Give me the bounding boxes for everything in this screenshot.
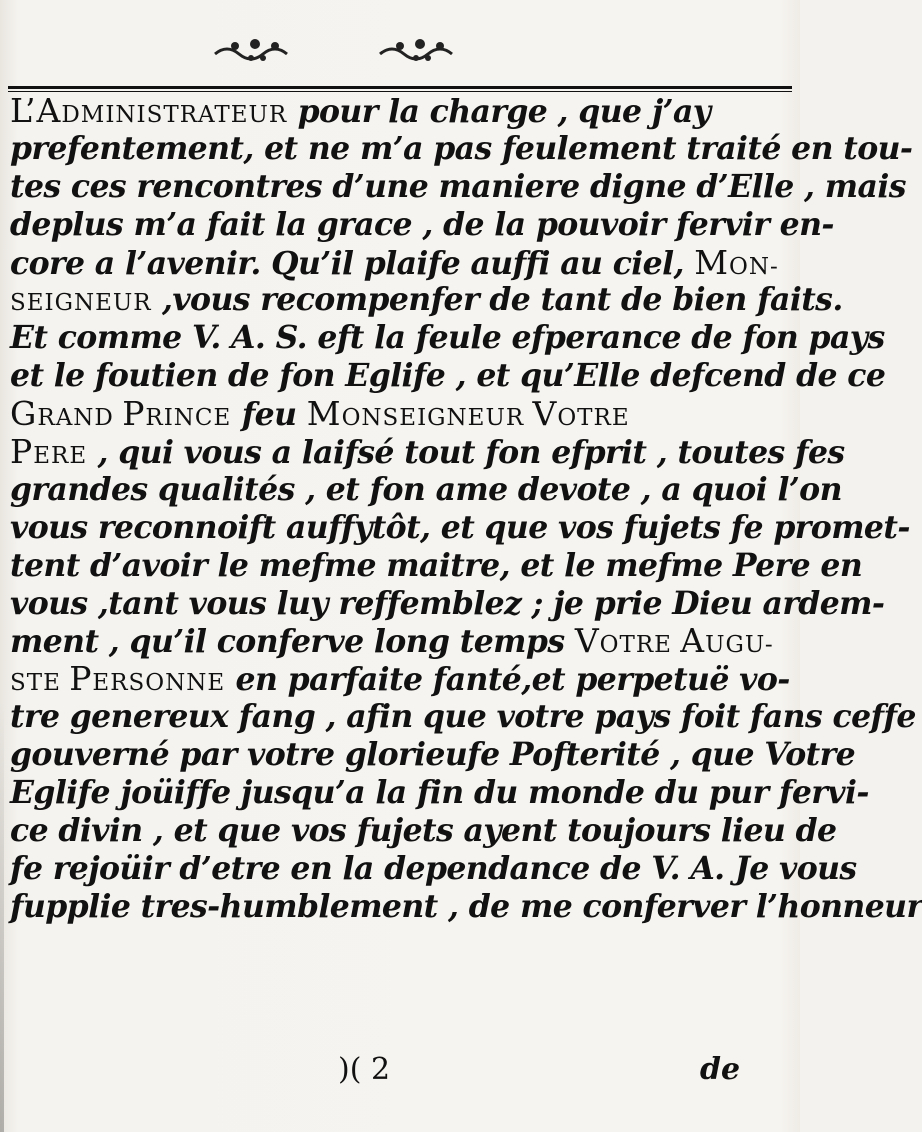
text-line	[10, 546, 863, 585]
small-caps-run: OTRE	[557, 405, 630, 432]
page-footer	[0, 1052, 800, 1092]
text-run: , qui vous a laifsé tout fon efprit , toutes fes	[87, 434, 845, 472]
small-caps-run: P	[69, 659, 93, 699]
text-run: Eglife joüiffe jusqu’a la fin du monde du pur fervi-	[10, 774, 869, 812]
text-run: vous reconnoift auffytôt, et que vos fujets fe promet-	[10, 508, 910, 546]
text-line	[10, 357, 886, 395]
text-line	[10, 244, 790, 282]
text-line	[10, 281, 843, 319]
small-caps-run: STE	[10, 670, 70, 697]
small-caps-run: P	[122, 394, 146, 434]
text-line	[10, 849, 857, 888]
binding-shadow	[0, 700, 4, 1132]
text-line	[10, 508, 910, 547]
text-line	[10, 167, 906, 206]
text-run: tre genereux fang , afin que votre pays foit fans ceffe	[10, 698, 916, 736]
text-line	[10, 205, 834, 244]
text-line	[10, 92, 790, 130]
text-line	[10, 622, 790, 660]
text-run: grandes qualités , et fon ame devote , a quoi l’on	[10, 470, 842, 508]
small-caps-run: V	[574, 621, 600, 661]
text-line	[10, 774, 869, 812]
text-run: en parfaite fanté,et perpetuë vo-	[225, 661, 790, 699]
body-text	[10, 91, 922, 926]
text-line	[10, 584, 885, 623]
text-run: pour la charge , que j’ay	[287, 93, 711, 130]
text-line	[10, 395, 790, 433]
catchword: de	[700, 1052, 741, 1087]
small-caps-run: ON-	[729, 253, 779, 280]
small-caps-run: M	[306, 394, 342, 434]
text-run: et le foutien de fon Eglife , et qu’Elle defcend de ce	[10, 357, 886, 395]
text-run: gouverné par votre glorieufe Pofterité , que Votre	[10, 736, 856, 774]
text-run: ,vous recompenfer de tant de bien faits.	[151, 281, 843, 319]
text-run: ce divin , et que vos fujets ayent toujours lieu de	[10, 811, 837, 849]
small-caps-run: L’A	[10, 91, 62, 130]
text-run: tes ces rencontres d’une maniere digne d’Elle , mais	[10, 167, 906, 205]
small-caps-run: RINCE	[145, 405, 232, 432]
text-line	[10, 736, 856, 774]
small-caps-run: ONSEIGNEUR	[341, 405, 533, 432]
text-line	[10, 129, 913, 168]
small-caps-run: P	[10, 432, 34, 472]
text-line	[10, 470, 842, 509]
text-run: fupplie tres-humblement , de me conferver l’honneur	[10, 887, 922, 925]
text-run: deplus m’a fait la grace , de la pouvoir fervir en-	[10, 205, 834, 243]
text-line	[10, 319, 885, 357]
text-run: feu	[231, 396, 307, 434]
small-caps-run: A	[680, 621, 706, 661]
text-run: Et comme V. A. S. eft la feule efperance de fon pays	[10, 319, 885, 357]
text-line	[10, 432, 845, 472]
text-run: fe rejoüir d’etre en la dependance de V. A. Je vous	[10, 849, 857, 887]
signature-mark: )( 2	[338, 1052, 391, 1087]
small-caps-run: ERSONNE	[92, 670, 226, 697]
text-line	[10, 660, 790, 698]
text-line	[10, 887, 922, 926]
small-caps-run: RAND	[37, 405, 123, 432]
small-caps-run: DMINISTRATEUR	[61, 102, 288, 128]
text-run: vous ,tant vous luy reffemblez ; je prie Dieu ardem-	[10, 584, 885, 622]
small-caps-run: ERE	[33, 443, 88, 470]
top-rule-thick	[8, 86, 792, 89]
text-run: core a l’avenir. Qu’il plaife auffi au ciel,	[10, 244, 695, 282]
left-ornament-icon	[205, 36, 305, 66]
small-caps-run: G	[10, 394, 38, 434]
right-ornament-icon	[370, 36, 470, 66]
small-caps-run: UGU-	[705, 632, 774, 659]
text-run: prefentement, et ne m’a pas feulement traité en tou-	[10, 129, 913, 167]
small-caps-run: SEIGNEUR	[10, 290, 152, 317]
small-caps-run: M	[694, 242, 730, 282]
text-run: ment , qu’il conferve long temps	[10, 623, 575, 661]
text-line	[10, 698, 916, 736]
small-caps-run: OTRE	[599, 632, 681, 659]
text-run: tent d’avoir le mefme maitre, et le mefme Pere en	[10, 546, 863, 584]
small-caps-run: V	[532, 394, 558, 434]
text-line	[10, 811, 837, 850]
